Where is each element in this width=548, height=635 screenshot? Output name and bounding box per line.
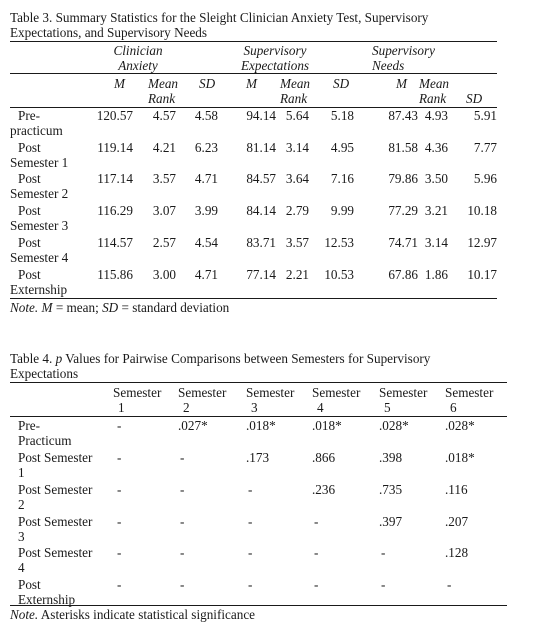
table4-cell: .116	[445, 482, 468, 497]
table4-row-label-line2: Practicum	[18, 433, 72, 448]
table3-cell: 10.53	[324, 267, 354, 282]
table4-cell: .018*	[246, 418, 276, 433]
table4-cell: -	[248, 514, 253, 529]
table4-cell: -	[314, 514, 319, 529]
table3-cell: 77.14	[246, 267, 276, 282]
table3-row-label-line1: Post	[18, 267, 41, 282]
table4-row-label-line1: Post Semester	[18, 482, 93, 497]
table3-note-end: = standard deviation	[118, 300, 230, 315]
table4-col-header-line2: 3	[251, 400, 258, 415]
table4-cell: -	[180, 577, 185, 592]
table4-caption-line2: Expectations	[10, 366, 79, 381]
table3-sub-meanrank-2-l2: Rank	[280, 91, 308, 106]
table3-cell: 4.36	[424, 140, 448, 155]
table3-cell: 2.21	[285, 267, 309, 282]
table4-cell: .028*	[379, 418, 409, 433]
table3-cell: 5.64	[285, 108, 309, 123]
table3-sub-sd-1: SD	[199, 76, 216, 91]
table3-row-label-line1: Pre-	[18, 108, 40, 123]
table4-col-header-line2: 2	[183, 400, 190, 415]
table4-row-label-line2: 1	[18, 465, 25, 480]
table3-row-label-line2: Semester 3	[10, 218, 69, 233]
table3-cell: 3.14	[424, 235, 448, 250]
table3-cell: 120.57	[96, 108, 133, 123]
table3-sub-m-1: M	[114, 76, 125, 91]
table3-cell: 4.54	[194, 235, 218, 250]
table4-cell: .018*	[445, 450, 475, 465]
table3-row-label-line2: Externship	[10, 282, 68, 297]
table3-cell: 67.86	[388, 267, 418, 282]
table4-cell: .027*	[178, 418, 208, 433]
table3-note	[10, 300, 229, 315]
table3-sub-meanrank-1-l2: Rank	[148, 91, 176, 106]
table3-cell: 3.64	[285, 171, 309, 186]
table4-caption-line1	[10, 351, 430, 366]
table3-note-sd: SD	[102, 300, 119, 315]
table4-row-label-line2: 2	[18, 497, 25, 512]
table4-cell: -	[248, 545, 253, 560]
table3-cell: 7.16	[330, 171, 354, 186]
table3-cell: 5.18	[330, 108, 354, 123]
table3-cell: 4.93	[424, 108, 448, 123]
table4-cell: -	[314, 545, 319, 560]
table4-col-header-line1: Semester	[178, 385, 227, 400]
table3-cell: 83.71	[246, 235, 276, 250]
table3-cell: 9.99	[330, 203, 354, 218]
table3-cell: 1.86	[424, 267, 448, 282]
table3-cell: 84.57	[246, 171, 276, 186]
table4-cell: -	[447, 577, 452, 592]
table3-sub-meanrank-2-l1: Mean	[280, 76, 311, 91]
table4-cell: .236	[312, 482, 336, 497]
table3-cell: 3.00	[152, 267, 176, 282]
table3-cell: 4.21	[152, 140, 176, 155]
table4-row-label-line2: 4	[18, 560, 25, 575]
table3-group3-header-l1: Supervisory	[372, 43, 435, 58]
table4-col-header-line1: Semester	[246, 385, 295, 400]
table4-cell: -	[117, 418, 122, 433]
table4-cell: -	[117, 545, 122, 560]
table4-cell: .735	[379, 482, 403, 497]
table4-cell: .207	[445, 514, 469, 529]
table3-row-label-line1: Post	[18, 203, 41, 218]
table3-cell: 12.97	[467, 235, 497, 250]
table4-caption-pre: Table 4.	[10, 351, 56, 366]
table4-caption-post: Values for Pairwise Comparisons between Semesters for Supervisory	[62, 351, 431, 366]
table3-sub-meanrank-3-l1: Mean	[419, 76, 450, 91]
table4-cell: -	[180, 450, 185, 465]
table3-row-label-line2: Semester 4	[10, 250, 69, 265]
table3-cell: 3.57	[152, 171, 176, 186]
table3-cell: 3.14	[285, 140, 309, 155]
table3-row-label-line2: Semester 2	[10, 186, 69, 201]
table3-cell: 4.95	[330, 140, 354, 155]
table3-cell: 5.91	[473, 108, 497, 123]
table4-cell: -	[117, 577, 122, 592]
table3-group1-header-l2: Anxiety	[118, 58, 158, 73]
table4-cell: -	[117, 482, 122, 497]
table3-sub-m-3: M	[396, 76, 407, 91]
table3-cell: 2.79	[285, 203, 309, 218]
table4-cell: .397	[379, 514, 403, 529]
table3-cell: 119.14	[97, 140, 133, 155]
table4-col-header-line2: 1	[118, 400, 125, 415]
table4-col-header-line1: Semester	[312, 385, 361, 400]
table3-cell: 5.96	[473, 171, 497, 186]
table3-sub-sd-3: SD	[466, 91, 483, 106]
table3-cell: 74.71	[388, 235, 418, 250]
table4-bottom-rule	[10, 605, 507, 606]
table4-col-header-line2: 5	[384, 400, 391, 415]
table3-cell: 115.86	[97, 267, 133, 282]
table3-cell: 81.14	[246, 140, 276, 155]
table3-caption-line2: Expectations, and Supervisory Needs	[10, 25, 208, 40]
table4-cell: -	[117, 450, 122, 465]
table4-cell: -	[381, 577, 386, 592]
table4-cell: .398	[379, 450, 403, 465]
table3-cell: 77.29	[388, 203, 418, 218]
table4-cell: -	[180, 482, 185, 497]
table4-cell: .866	[312, 450, 336, 465]
table4-header-rule	[10, 416, 507, 417]
table3-cell: 87.43	[388, 108, 418, 123]
table3-note-mid: = mean;	[52, 300, 103, 315]
table4-caption-p: p	[55, 351, 63, 366]
table4-cell: .018*	[312, 418, 342, 433]
table3-cell: 79.86	[388, 171, 418, 186]
table4-top-rule	[10, 382, 507, 383]
table4-row-label-line1: Post Semester	[18, 450, 93, 465]
table3-row-label-line1: Post	[18, 140, 41, 155]
table3-cell: 114.57	[97, 235, 133, 250]
table4-cell: -	[180, 545, 185, 560]
table3-cell: 6.23	[194, 140, 218, 155]
table3-group-rule	[10, 73, 497, 74]
table3-cell: 4.71	[194, 171, 218, 186]
table3-cell: 10.18	[467, 203, 497, 218]
table4-col-header-line2: 6	[450, 400, 457, 415]
table4-cell: -	[314, 577, 319, 592]
table3-sub-meanrank-1-l1: Mean	[148, 76, 179, 91]
table3-caption-line1: Table 3. Summary Statistics for the Sleight Clinician Anxiety Test, Supervisory	[10, 10, 429, 25]
table3-cell: 7.77	[473, 140, 497, 155]
table4-note	[10, 607, 255, 622]
table4-note-text: Asterisks indicate statistical significance	[38, 607, 256, 622]
table3-cell: 10.17	[467, 267, 497, 282]
table3-cell: 3.21	[424, 203, 448, 218]
table3-cell: 4.71	[194, 267, 218, 282]
table3-cell: 3.57	[285, 235, 309, 250]
table3-cell: 4.58	[194, 108, 218, 123]
table3-sub-m-2: M	[246, 76, 257, 91]
table4-cell: -	[248, 577, 253, 592]
table4-cell: .128	[445, 545, 469, 560]
table4-col-header-line1: Semester	[445, 385, 494, 400]
table3-cell: 116.29	[97, 203, 133, 218]
table3-group2-header-l2: Expectations	[240, 58, 310, 73]
table3-cell: 81.58	[388, 140, 418, 155]
table3-note-m: M	[41, 300, 53, 315]
table3-cell: 3.07	[152, 203, 176, 218]
table4-cell: .028*	[445, 418, 475, 433]
table4-col-header-line1: Semester	[113, 385, 162, 400]
table3-group3-header-l2: Needs	[372, 58, 405, 73]
table3-sub-meanrank-3-l2: Rank	[419, 91, 447, 106]
table3-cell: 3.99	[194, 203, 218, 218]
table4-row-label-line2: Externship	[18, 592, 76, 607]
table3-sub-sd-2: SD	[333, 76, 350, 91]
table3-cell: 4.57	[152, 108, 176, 123]
table4-cell: -	[248, 482, 253, 497]
table4-row-label-line2: 3	[18, 529, 25, 544]
table4-row-label-line1: Post Semester	[18, 545, 93, 560]
table4-col-header-line1: Semester	[379, 385, 428, 400]
table4-col-header-line2: 4	[317, 400, 324, 415]
table4-cell: -	[381, 545, 386, 560]
table4-cell: -	[180, 514, 185, 529]
table3-group2-header-l1: Supervisory	[243, 43, 307, 58]
table3-cell: 12.53	[324, 235, 354, 250]
table3-row-label-line1: Post	[18, 235, 41, 250]
table3-row-label-line1: Post	[18, 171, 41, 186]
table4-row-label-line1: Post Semester	[18, 514, 93, 529]
table4-cell: -	[117, 514, 122, 529]
table3-cell: 94.14	[246, 108, 276, 123]
table3-cell: 3.50	[424, 171, 448, 186]
table3-row-label-line2: Semester 1	[10, 155, 69, 170]
table3-note-label: Note.	[10, 300, 39, 315]
table4-note-label: Note.	[10, 607, 39, 622]
table3-cell: 117.14	[97, 171, 133, 186]
table3-cell: 2.57	[152, 235, 176, 250]
table4-row-label-line1: Post	[18, 577, 41, 592]
table4-cell: .173	[246, 450, 270, 465]
table3-bottom-rule	[10, 298, 497, 299]
table4-row-label-line1: Pre-	[18, 418, 40, 433]
table3-group1-header-l1: Clinician	[113, 43, 163, 58]
table3-row-label-line2: practicum	[10, 123, 63, 138]
table3-top-rule	[10, 41, 497, 42]
table3-cell: 84.14	[246, 203, 276, 218]
